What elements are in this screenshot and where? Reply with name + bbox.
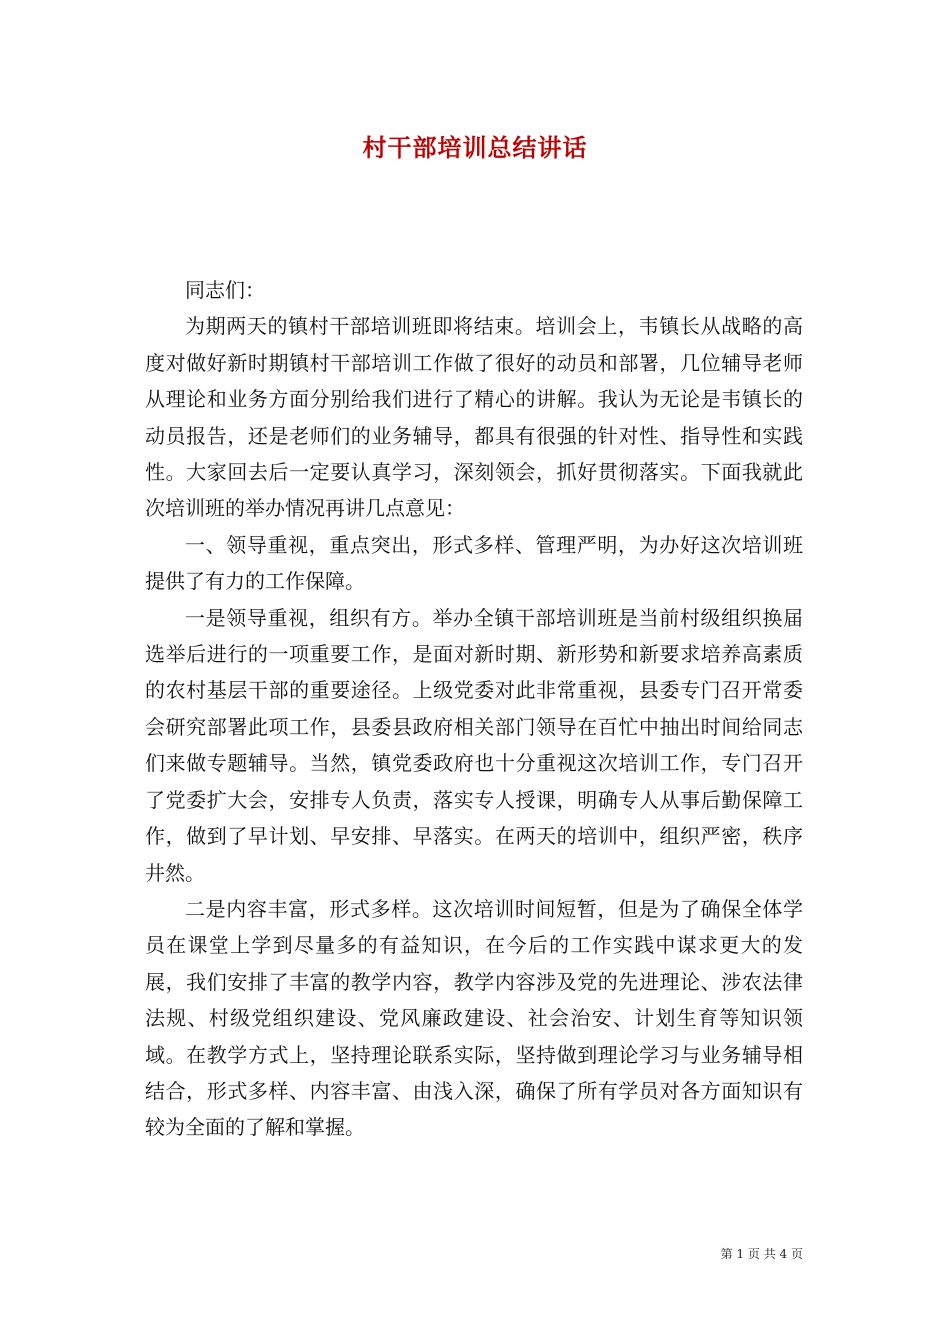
body-paragraph: 为期两天的镇村干部培训班即将结束。培训会上，韦镇长从战略的高度对做好新时期镇村干部培训工作做了很好的动员和部署，几位辅导老师从理论和业务方面分别给我们进行了精心的讲解。我认为无论是韦镇长的动员报告，还是老师们的业务辅导，都具有很强的针对性、指导性和实践性。大家回去后一定要认真学习，深刻领会，抓好贯彻落实。下面我就此次培训班的举办情况再讲几点意见： xyxy=(145,314,803,521)
salutation-paragraph: 同志们： xyxy=(185,278,265,302)
body-paragraph: 二是内容丰富，形式多样。这次培训时间短暂，但是为了确保全体学员在课堂上学到尽量多的有益知识，在今后的工作实践中谋求更大的发展，我们安排了丰富的教学内容，教学内容涉及党的先进理论、涉农法律法规、村级党组织建设、党风廉政建设、社会治安、计划生育等知识领域。在教学方式上，坚持理论联系实际，坚持做到理论学习与业务辅导相结合，形式多样、内容丰富、由浅入深，确保了所有学员对各方面知识有较为全面的了解和掌握。 xyxy=(145,896,803,1140)
section-heading-paragraph: 一、领导重视，重点突出，形式多样、管理严明，为办好这次培训班提供了有力的工作保障。 xyxy=(145,532,803,594)
page-number-footer: 第 1 页 共 4 页 xyxy=(720,1247,803,1261)
document-title: 村干部培训总结讲话 xyxy=(362,133,588,162)
body-paragraph: 一是领导重视，组织有方。举办全镇干部培训班是当前村级组织换届选举后进行的一项重要工作，是面对新时期、新形势和新要求培养高素质的农村基层干部的重要途径。上级党委对此非常重视，县委专门召开常委会研究部署此项工作，县委县政府相关部门领导在百忙中抽出时间给同志们来做专题辅导。当然，镇党委政府也十分重视这次培训工作，专门召开了党委扩大会，安排专人负责，落实专人授课，明确专人从事后勤保障工作，做到了早计划、早安排、早落实。在两天的培训中，组织严密，秩序井然。 xyxy=(145,605,803,885)
document-body xyxy=(145,272,803,1146)
